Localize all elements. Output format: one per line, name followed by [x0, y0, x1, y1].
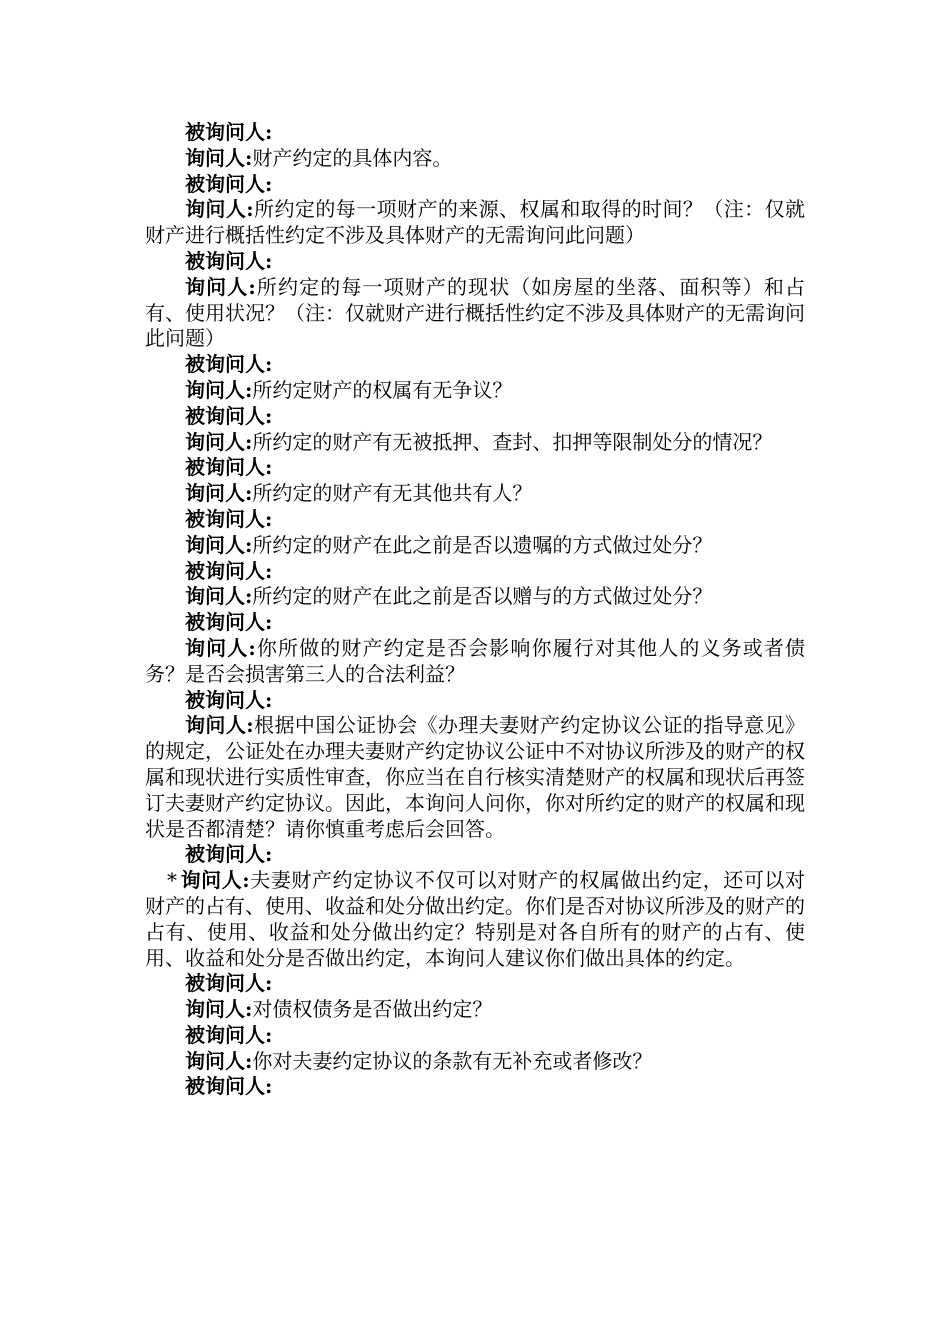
interviewer-question [145, 481, 805, 507]
asterisk-marker: * [167, 868, 177, 893]
respondent-line [145, 249, 805, 275]
question-text: 所约定的每一项财产的现状（如房屋的坐落、面积等）和占有、使用状况？（注：仅就财产进行概括性约定不涉及具体财产的无需询问此问题） [145, 274, 806, 351]
interviewer-question [145, 636, 805, 688]
interviewer-label: 询问人: [185, 429, 253, 454]
respondent-label: 被询问人: [185, 455, 273, 480]
respondent-label: 被询问人: [185, 120, 273, 144]
respondent-label: 被询问人: [185, 610, 273, 635]
respondent-label: 被询问人: [185, 403, 273, 428]
interviewer-question [145, 275, 805, 352]
question-text: 你所做的财产约定是否会影响你履行对其他人的义务或者债务？是否会损害第三人的合法利益？ [145, 635, 806, 686]
question-text: 夫妻财产约定协议不仅可以对财产的权属做出约定，还可以对财产的占有、使用、收益和处分做出约定。你们是否对协议所涉及的财产的占有、使用、收益和处分做出约定？特别是对各自所有的财产的占有、使用、收益和处分是否做出约定，本询问人建议你们做出具体的约定。 [145, 868, 805, 970]
respondent-line [145, 404, 805, 430]
question-text: 你对夫妻约定协议的条款有无补充或者修改？ [252, 1048, 653, 1073]
respondent-label: 被询问人: [185, 506, 273, 531]
respondent-line [145, 842, 805, 868]
interviewer-label: 询问人: [185, 145, 253, 170]
respondent-line [145, 559, 805, 585]
interviewer-question [145, 197, 805, 249]
respondent-label: 被询问人: [185, 558, 273, 583]
respondent-label: 被询问人: [185, 248, 273, 273]
interviewer-label: 询问人: [185, 197, 254, 222]
question-text: 根据中国公证协会《办理夫妻财产约定协议公证的指导意见》的规定，公证处在办理夫妻财产约定协议公证中不对协议所涉及的财产的权属和现状进行实质性审查，你应当在自行核实清楚财产的权属和现状后再签订夫妻财产约定协议。因此，本询问人问你，你对所约定的财产的权属和现状是否都清楚？请你慎重考虑后会回答。 [145, 713, 806, 841]
question-text: 所约定的财产在此之前是否以遗嘱的方式做过处分？ [252, 532, 713, 557]
respondent-line [145, 455, 805, 481]
respondent-label: 被询问人: [185, 687, 273, 712]
interviewer-question [145, 868, 805, 971]
respondent-line [145, 688, 805, 714]
interviewer-label: 询问人: [185, 1048, 253, 1073]
interviewer-label: 询问人: [185, 481, 253, 506]
interviewer-question [145, 713, 805, 842]
question-text: 所约定的财产有无其他共有人？ [252, 481, 533, 506]
interviewer-label: 询问人: [185, 274, 256, 299]
interviewer-label: 询问人: [185, 532, 253, 557]
question-text: 所约定的财产有无被抵押、查封、扣押等限制处分的情况？ [252, 429, 773, 454]
question-text: 所约定财产的权属有无争议？ [252, 377, 513, 402]
respondent-line [145, 1074, 805, 1100]
respondent-label: 被询问人: [185, 352, 273, 377]
interviewer-question [145, 584, 805, 610]
respondent-label: 被询问人: [185, 171, 273, 196]
respondent-line [145, 507, 805, 533]
interviewer-question [145, 533, 805, 559]
respondent-line [145, 610, 805, 636]
interviewer-question [145, 430, 805, 456]
respondent-label: 被询问人: [185, 1074, 273, 1099]
interviewer-question [145, 1049, 805, 1075]
respondent-line [145, 172, 805, 198]
document-body [145, 120, 805, 1100]
respondent-line [145, 971, 805, 997]
interviewer-label: 询问人: [185, 377, 253, 402]
question-text: 财产约定的具体内容。 [252, 145, 453, 170]
respondent-line [145, 1023, 805, 1049]
respondent-line [145, 352, 805, 378]
respondent-label: 被询问人: [185, 1022, 273, 1047]
interviewer-question [145, 997, 805, 1023]
respondent-label: 被询问人: [185, 971, 273, 996]
interviewer-label: 询问人: [185, 584, 253, 609]
interviewer-label: 询问人: [185, 713, 254, 738]
question-text: 所约定的每一项财产的来源、权属和取得的时间？（注：仅就财产进行概括性约定不涉及具体财产的无需询问此问题） [145, 197, 806, 248]
respondent-label: 被询问人: [185, 842, 273, 867]
interviewer-label: 询问人: [180, 868, 250, 893]
question-text: 所约定的财产在此之前是否以赠与的方式做过处分？ [252, 584, 713, 609]
interviewer-label: 询问人: [185, 635, 256, 660]
interviewer-question [145, 146, 805, 172]
interviewer-question [145, 378, 805, 404]
interviewer-label: 询问人: [185, 997, 253, 1022]
question-text: 对债权债务是否做出约定？ [252, 997, 493, 1022]
respondent-line [145, 120, 805, 146]
